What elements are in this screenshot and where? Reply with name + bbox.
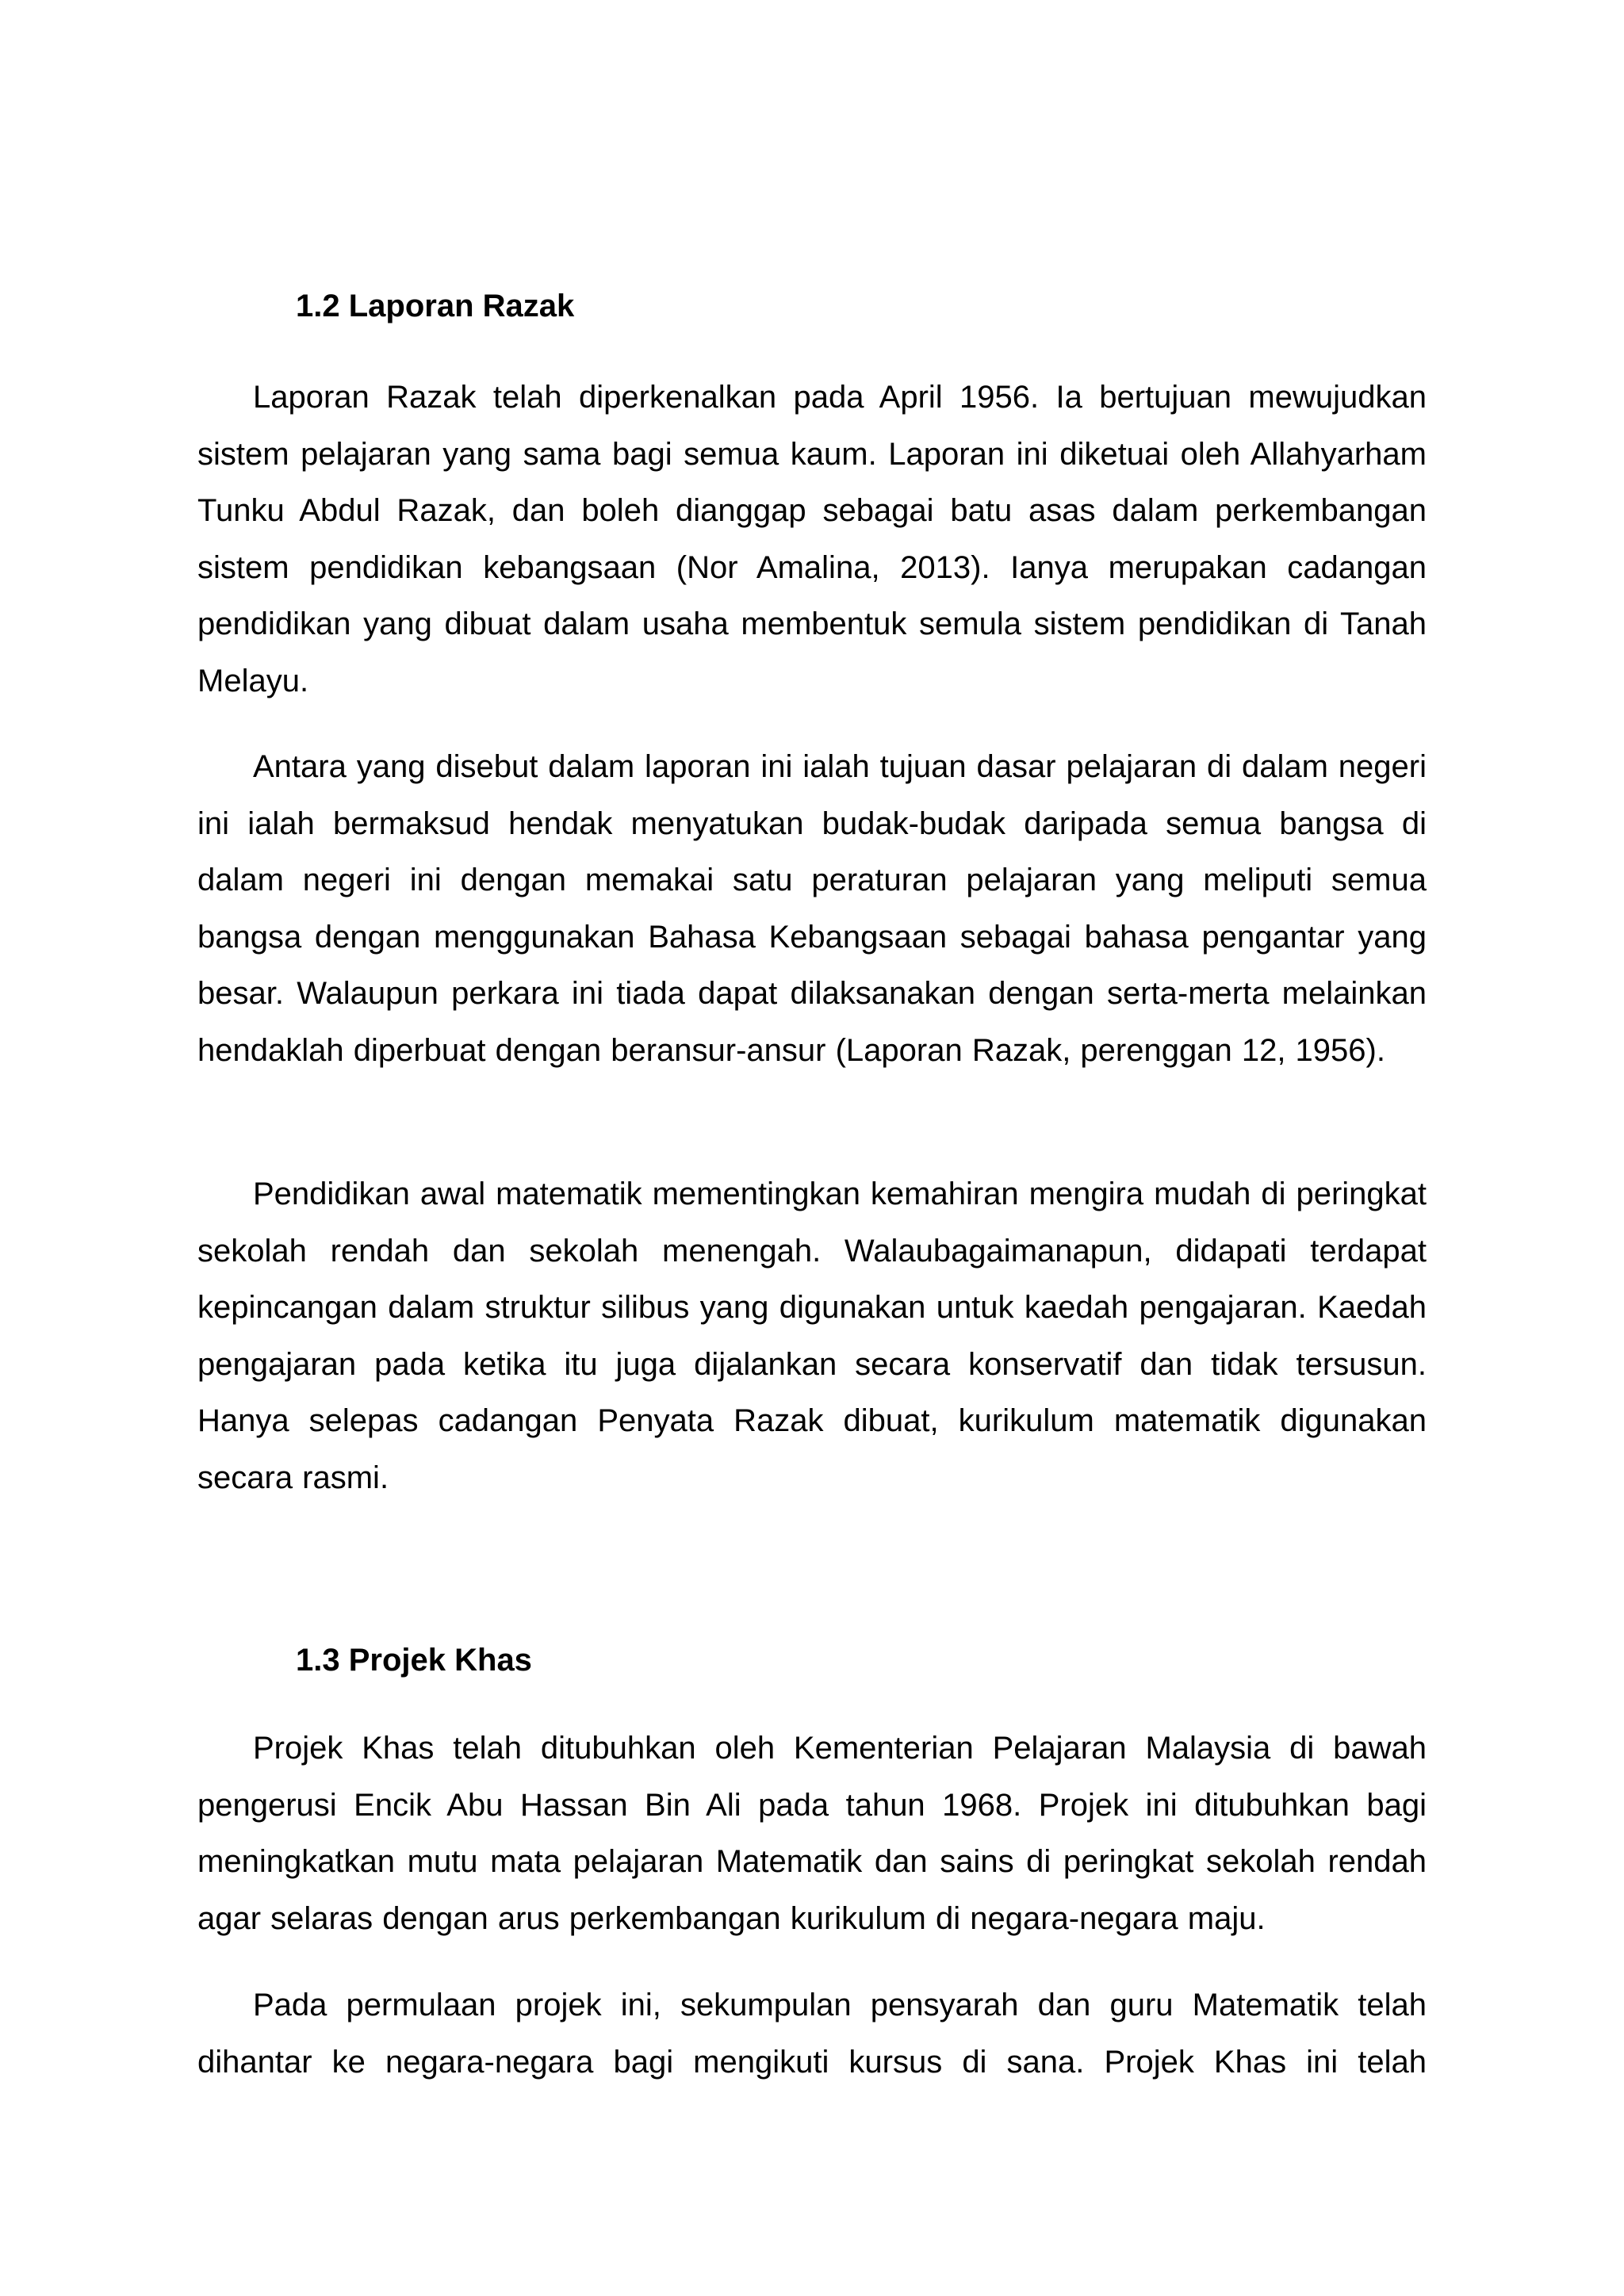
paragraph-pendidikan-awal-matematik: Pendidikan awal matematik mementingkan kemahiran mengira mudah di peringkat sekolah rendah dan sekolah menengah. Walaubagaimanapun, didapati terdapat kepincangan dalam struktur silibus yang digunakan untuk kaedah pengajaran. Kaedah pengajaran pada ketika itu juga dijalankan secara konservatif dan tidak tersusun. Hanya selepas cadangan Penyata Razak dibuat, kurikulum matematik digunakan secara rasmi. [197,1177,1427,1495]
paragraph-projek-khas-permulaan: Pada permulaan projek ini, sekumpulan pensyarah dan guru Matematik telah dihantar ke negara-negara bagi mengikuti kursus di sana. Projek Khas ini telah [197,1988,1427,2080]
paragraph-laporan-razak-tujuan: Antara yang disebut dalam laporan ini ialah tujuan dasar pelajaran di dalam negeri ini ialah bermaksud hendak menyatukan budak-budak daripada semua bangsa di dalam negeri ini dengan memakai satu peraturan pelajaran yang meliputi semua bangsa dengan menggunakan Bahasa Kebangsaan sebagai bahasa pengantar yang besar. Walaupun perkara ini tiada dapat dilaksanakan dengan serta-merta melainkan hendaklah diperbuat dengan beransur-ansur (Laporan Razak, perenggan 12, 1956). [197,749,1427,1068]
section-heading-laporan-razak: 1.2 Laporan Razak [296,289,575,323]
section-heading-projek-khas: 1.3 Projek Khas [296,1643,532,1678]
paragraph-laporan-razak-intro: Laporan Razak telah diperkenalkan pada April 1956. Ia bertujuan mewujudkan sistem pelajaran yang sama bagi semua kaum. Laporan ini diketuai oleh Allahyarham Tunku Abdul Razak, dan boleh dianggap sebagai batu asas dalam perkembangan sistem pendidikan kebangsaan (Nor Amalina, 2013). Ianya merupakan cadangan pendidikan yang dibuat dalam usaha membentuk semula sistem pendidikan di Tanah Melayu. [197,380,1427,698]
paragraph-projek-khas-intro: Projek Khas telah ditubuhkan oleh Kementerian Pelajaran Malaysia di bawah pengerusi Encik Abu Hassan Bin Ali pada tahun 1968. Projek ini ditubuhkan bagi meningkatkan mutu mata pelajaran Matematik dan sains di peringkat sekolah rendah agar selaras dengan arus perkembangan kurikulum di negara-negara maju. [197,1731,1427,1936]
